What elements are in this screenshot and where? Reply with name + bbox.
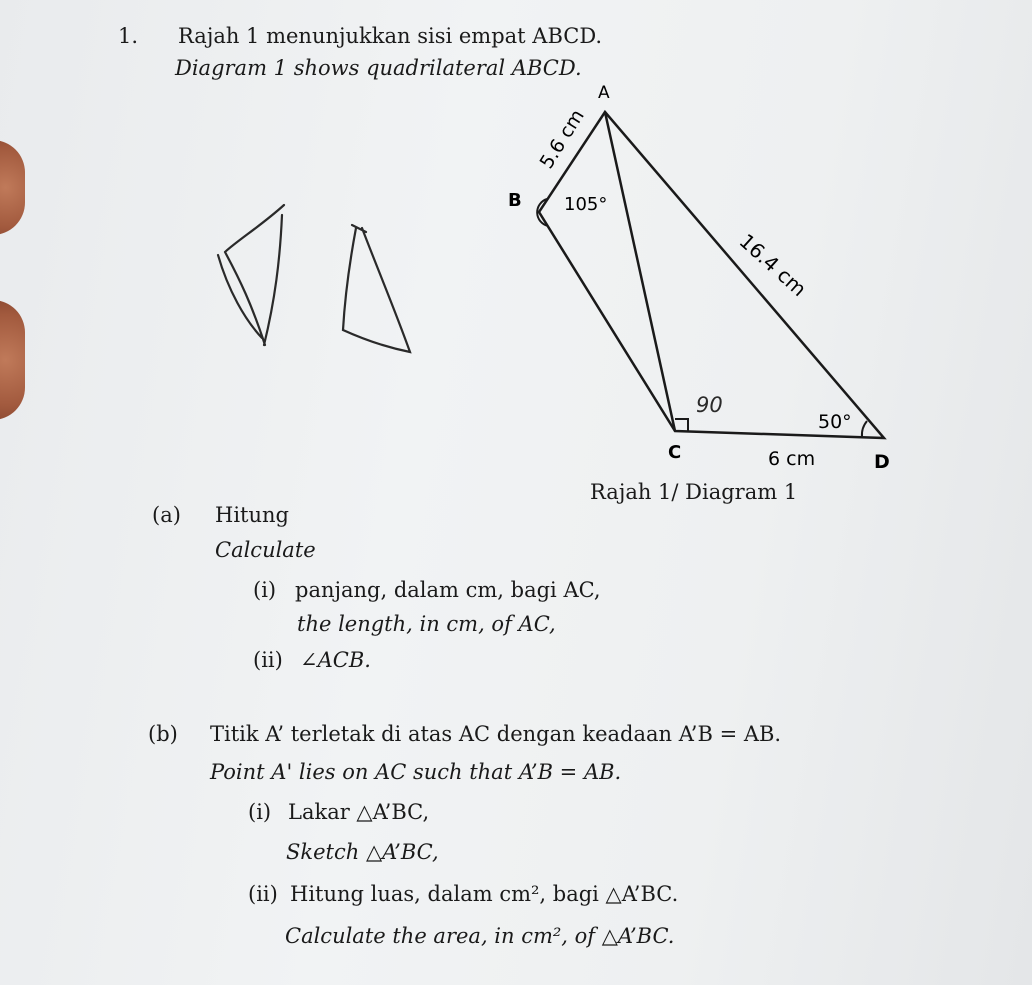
part-a-ii-text: ∠ACB.	[300, 648, 371, 672]
handwritten-angle-c: 90	[696, 393, 723, 417]
vertex-a-label: A	[598, 83, 610, 103]
part-a-label: (a)	[152, 503, 181, 527]
part-b-i-english: Sketch △A’BC,	[286, 840, 439, 864]
vertex-c-label: C	[668, 442, 682, 463]
angle-d-arc	[862, 421, 867, 437]
quadrilateral-outline	[539, 112, 884, 438]
part-b-ii-english: Calculate the area, in cm², of △A’BC.	[285, 924, 675, 948]
intro-malay: Rajah 1 menunjukkan sisi empat ABCD.	[178, 24, 603, 48]
intro-english: Diagram 1 shows quadrilateral ABCD.	[175, 56, 582, 80]
part-b-label: (b)	[148, 722, 178, 746]
part-a-english: Calculate	[215, 538, 316, 562]
angle-b-value: 105°	[564, 194, 608, 215]
scribble-sketch-2	[343, 225, 410, 352]
vertex-d-label: D	[874, 451, 890, 473]
part-a-malay: Hitung	[215, 503, 289, 527]
part-a-ii-label: (ii)	[253, 648, 283, 672]
part-b-ii-malay: Hitung luas, dalam cm², bagi △A’BC.	[290, 882, 679, 906]
part-b-i-label: (i)	[248, 800, 272, 824]
scribble-sketch-1	[218, 205, 284, 345]
right-angle-marker	[675, 419, 688, 431]
part-a-i-english: the length, in cm, of AC,	[297, 612, 556, 636]
ab-length-label: 5.6 cm	[535, 105, 589, 173]
question-number: 1.	[118, 24, 139, 48]
part-b-ii-label: (ii)	[248, 882, 278, 906]
diagonal-ac	[605, 112, 675, 431]
angle-d-value: 50°	[818, 411, 852, 433]
part-a-i-label: (i)	[253, 578, 277, 602]
ad-length-label: 16.4 cm	[734, 228, 812, 302]
diagram-caption: Rajah 1/ Diagram 1	[590, 480, 798, 504]
part-b-i-malay: Lakar △A’BC,	[288, 800, 430, 824]
cd-length-label: 6 cm	[768, 448, 816, 470]
part-b-english: Point A' lies on AC such that A’B = AB.	[210, 760, 622, 784]
part-b-malay: Titik A’ terletak di atas AC dengan keadaan A’B = AB.	[210, 722, 782, 746]
part-a-i-malay: panjang, dalam cm, bagi AC,	[295, 578, 601, 602]
vertex-b-label: B	[508, 190, 522, 211]
